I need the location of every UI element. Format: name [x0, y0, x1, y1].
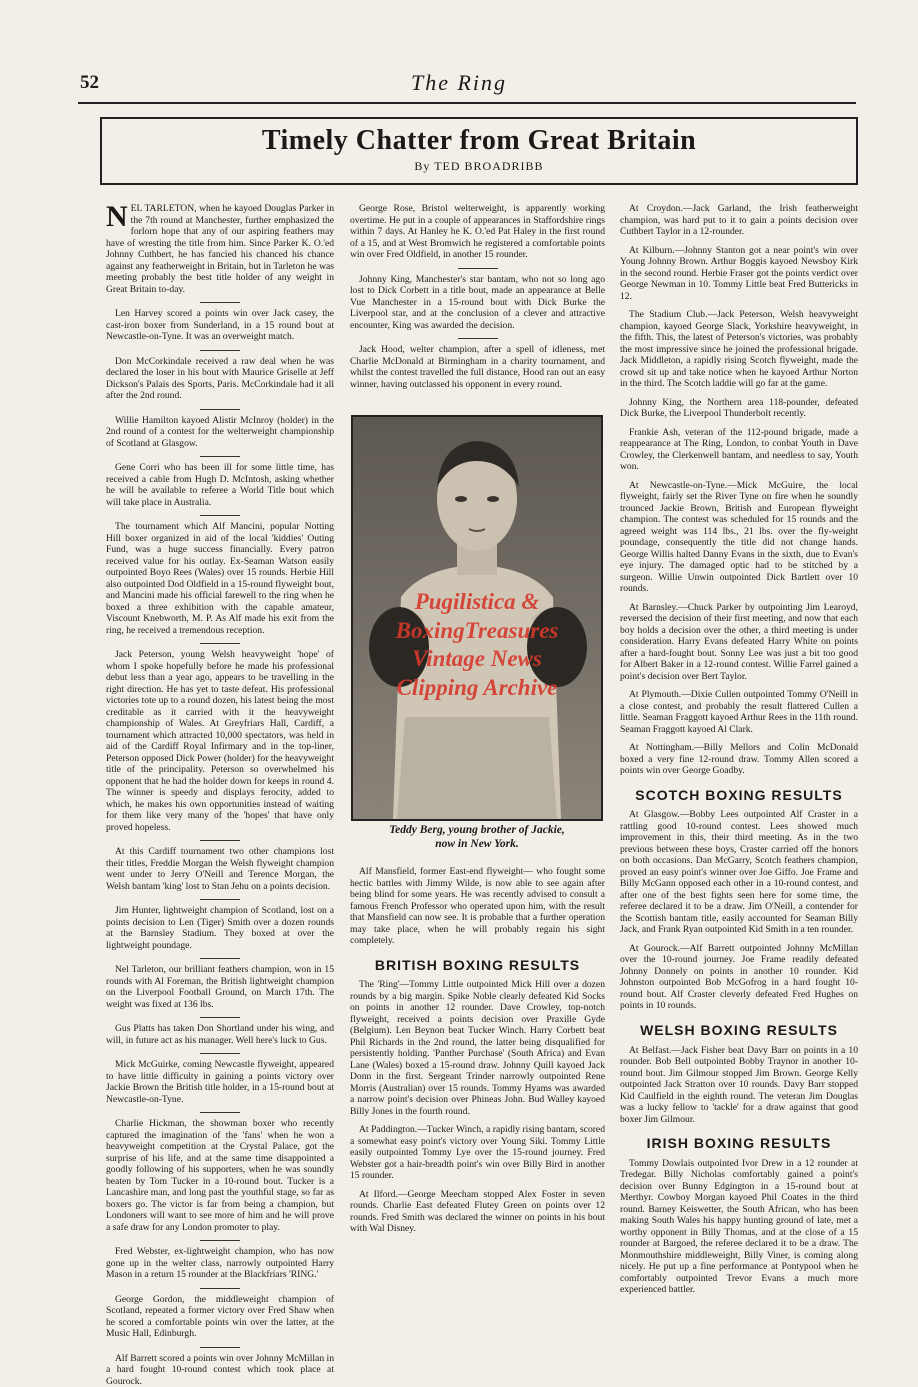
paragraph: George Gordon, the middleweight champion of Scotland, repeated a former victory over Fred Shaw when he scored a comfortable points win over the latter, at the Music Hall, Edinburgh.	[106, 1294, 334, 1340]
paragraph: George Rose, Bristol welterweight, is apparently working overtime. He put in a couple of appearances in Staffordshire rings within 7 days. At Hanley he K. O.'ed Pat Haley in the first round of a 15, and at West Bromwich he registered a comfortable points win over Fred Oldfield, in another 15 rounder.	[350, 203, 605, 261]
separator	[200, 302, 240, 303]
separator	[200, 1347, 240, 1348]
separator	[200, 840, 240, 841]
byline: By TED BROADRIBB	[102, 159, 856, 174]
paragraph: Alf Barrett scored a points win over Johnny McMillan in a hard fought 10-round contest which took place at Gourock.	[106, 1353, 334, 1387]
separator	[200, 643, 240, 644]
paragraph: Frankie Ash, veteran of the 112-pound brigade, made a reappearance at The Ring, London, to conbat Youth in Dave Crowley, the Clerkenwell bantam, and needless to say, Youth won.	[620, 427, 858, 473]
section-heading-irish: IRISH BOXING RESULTS	[620, 1135, 858, 1152]
separator	[200, 1053, 240, 1054]
paragraph: At Croydon.—Jack Garland, the Irish featherweight champion, was hard put to it to gain a points decision over Cuthbert Taylor in a 12-rounder.	[620, 203, 858, 238]
paragraph: Gene Corri who has been ill for some little time, has received a cable from Hugh D. McIntosh, asking whether he will be available to referee a World Title bout which will take place in Australia.	[106, 462, 334, 508]
paragraph: Jim Hunter, lightweight champion of Scotland, lost on a points decision to Len (Tiger) Smith over a dozen rounds at the Barnsley Stadium. They boxed at over the lightweight poundage.	[106, 905, 334, 951]
photo-caption: Teddy Berg, young brother of Jackie, now in New York.	[351, 824, 603, 852]
paragraph: At Kilburn.—Johnny Stanton got a near point's win over Young Johnny Brown. Arthur Boggis kayoed Newsboy Kirk in the second round. Herbie Fraser got the points verdict over George Newman in 10. Tommy Little beat Fred Buttericks in 12.	[620, 245, 858, 303]
paragraph: Tommy Dowlais outpointed Ivor Drew in a 12 rounder at Tredegar. Billy Nicholas comfortably gained a point's decision over Bunny Edgington in a 15-round bout at Merthyr. Cowboy Morgan kayoed Phil Coates in the third round. Barney Keiswetter, the South African, who has been making South Wales his happy hunting ground of late, met a worthy opponent in Billy Thomas, and at the close of a 15 rounder at Bargoed, the referee declared it to be a draw. The Monmouthshire middleweight, Billy Viner, is coming along nicely. He put up a fine performance at Pontypool when he comfortably outpointed Trevor Evans a much more experienced battler.	[620, 1158, 858, 1296]
paragraph: Johnny King, Manchester's star bantam, who not so long ago lost to Dick Corbett in a title bout, made an appearance at Belle Vue Manchester in a 15-round bout with Dick Burke the Liverpool star, and at the conclusion of a clever and attractive encounter, King was awarded the decision.	[350, 274, 605, 332]
paragraph: At Barnsley.—Chuck Parker by outpointing Jim Learoyd, reversed the decision of their first meeting, and now that each boy holds a decision over the other, a third meeting is under consideration. Harry Evans defeated Harry White on points after a hard-fought bout. Sonny Lee was just a bit too good for Albert Baker in a 12-round contest. Willie Farrel gained a point's decision over Bert Taylor.	[620, 602, 858, 683]
paragraph: NEL TARLETON, when he kayoed Douglas Parker in the 7th round at Manchester, further emphasized the forlorn hope that any of our aspiring feathers may have of wresting the title from him. Since Parker K. O.'ed Johnny Cuthbert, he has fancied his chanced his chance against any featherweight in Britain, but in Tarleton he was meeting probably the best title holder of any weight in Great Britain to-day.	[106, 203, 334, 295]
paragraph: Mick McGuirke, coming Newcastle flyweight, appeared to have little difficulty in gaining a points victory over Jackie Brown the British title holder, in a 15-round bout at Newcastle-on-Tyne.	[106, 1059, 334, 1105]
separator	[200, 1288, 240, 1289]
drop-cap: N	[106, 204, 128, 230]
paragraph: The 'Ring'—Tommy Little outpointed Mick Hill over a dozen rounds by a big margin. Spike Noble clearly defeated Kid Socks on points in another 12 rounder. Dave Crowley, top-notch flyweight, received a points decision over Praxille Gyde (Belgium). Len Beynon beat Tucker Winch. Harry Corbett beat Phil Richards in the 2nd round, the latter being disqualified for persistently holding. 'Panther Purchase' (South Africa) and Evan Lane (Wales) boxed a 15-round draw. Johnny Quill kayoed Jack Donn in the first. Sergeant Trinder narrowly outpointed Rene Morris (Australian) over 15 rounds. Tommy Hyams was awarded a narrow point's decision over Phineas John. Bud Walley kayoed Billy Jones in the fourth round.	[350, 979, 605, 1117]
paragraph: Johnny King, the Northern area 118-pounder, defeated Dick Burke, the Liverpool Thunderbolt recently.	[620, 397, 858, 420]
separator	[200, 350, 240, 351]
paragraph: Don McCorkindale received a raw deal when he was declared the loser in his bout with Maurice Griselle at Jeff Dickson's Palais des Sports, Paris. McCorkindale had it all after the 2nd round.	[106, 356, 334, 402]
paragraph: The tournament which Alf Mancini, popular Notting Hill boxer organized in aid of the local 'kiddies' Outing Fund, was a huge success financially. Every patron received value for his outlay. Ex-Seaman Watson easily outpointed Boyo Rees (Wales) over 15 rounds. Herbie Hill also outpointed Dod Oldfield in a 15-round flyweight bout, and Mancini made his official farewell to the ring when he boxed a three exhibition with the capable amateur, Viscount Knebworth, M. P. As Alf made his exit from the ring, he received a tremendous reception.	[106, 521, 334, 636]
paragraph: At Ilford.—George Meecham stopped Alex Foster in seven rounds. Charlie East defeated Flutey Green on points over 12 rounds. Fred Smith was declared the winner on points in his bout with Wal Disney.	[350, 1189, 605, 1235]
paragraph: At Paddington.—Tucker Winch, a rapidly rising bantam, scored a somewhat easy point's victory over Young Siki. Tommy Little easily outpointed Tommy Lye over the 15-round journey. Fred Webster got a hair-breadth point's win over Billy Bird in another 15 rounder.	[350, 1124, 605, 1182]
separator	[200, 1017, 240, 1018]
paragraph: At Glasgow.—Bobby Lees outpointed Alf Craster in a rattling good 10-round contest. Lees showed much improvement in this, their third meeting. As in the two previous between these boys, Craster carried off the honors on both occasions. Dan McGarry, Scotch feathers champion, proved an easy point's winner over Joe Giffo. Joe Frame and Billy McGann opposed each other in a 10-round contest, and after one of the best fights seen here for some time, the referee declared it to be a draw. Jim O'Neill, a contender for the Scottish bantam title, easily accounted for Seaman Billy Jack, and Frank Ryan outpointed Kid Smith in a ten rounder.	[620, 809, 858, 936]
paragraph: At Belfast.—Jack Fisher beat Davy Barr on points in a 10 rounder. Bob Bell outpointed Bobby Traynor in another 10-round bout. Jim Gilmour stopped Jim Brown. George Kelly outpointed Jack Stratton over 10 rounds. Davy Barr stopped Kid Caulfield in the eighth round. The veteran Jim Douglas was a lucky fellow to 'tackle' for a draw against that good boxer Jim Gilmour.	[620, 1045, 858, 1126]
separator	[200, 409, 240, 410]
paragraph: At Newcastle-on-Tyne.—Mick McGuire, the local flyweight, fairly set the River Tyne on fire when he soundly trounced Jackie Brown, British and European flyweight champion. The contest was scheduled for 15 rounds and the agreed weight was 114 lbs., 21 lbs. over the fly-weight poundage, consequently the title did not change hands. George Willis halted Danny Evans in the sixth, due to Evan's eye injury. The damaged optic had to be stitched by a surgeon. Willie Unwin outpointed Dick Bartlett over 10 rounds.	[620, 480, 858, 595]
article-title: Timely Chatter from Great Britain	[102, 125, 856, 157]
section-heading-british: BRITISH BOXING RESULTS	[350, 957, 605, 974]
section-heading-welsh: WELSH BOXING RESULTS	[620, 1022, 858, 1039]
paragraph: Alf Mansfield, former East-end flyweight— who fought some hectic battles with Jimmy Wilde, is now able to see again after being blind for some years. He was recently advised to consult a famous French Professor who operated upon him, with the result that Mansfield can now see. It is probable that a further operation may take place, when he will probably regain his sight completely.	[350, 866, 605, 947]
separator	[200, 515, 240, 516]
paragraph: Fred Webster, ex-lightweight champion, who has now gone up in the welter class, narrowly outpointed Harry Mason in a return 15 rounder at the Blackfriars 'RING.'	[106, 1246, 334, 1281]
paragraph: At Gourock.—Alf Barrett outpointed Johnny McMillan over the 10-round journey. Joe Frame readily defeated Johnny Donnely on points in another 10 rounder. Kid Johnston outpointed Bob McGofrog in a hard fought 10-round bout. Alf Craster cleverly defeated Fred Hughes on points in 10 rounds.	[620, 943, 858, 1012]
separator	[200, 1240, 240, 1241]
column-2-top	[350, 203, 605, 409]
paragraph: Willie Hamilton kayoed Alistir McInroy (holder) in the 2nd round of a contest for the welterweight championship of Scotland at Glasgow.	[106, 415, 334, 450]
paragraph: Jack Peterson, young Welsh heavyweight 'hope' of whom I spoke hopefully before he made his professional debut less than a year ago, appears to be travelling in the right direction. He has yet to taste defeat. His professional victories tote up to a round dozen, his latest being the most creditable as it carried with it the heavyweight championship of Wales. At Greyfriars Hall, Cardiff, a tournament which attracted 10,000 spectators, was held in aid of the Cardiff Royal Infirmary and in the top-liner, Peterson opposed Dick Power (holder) for the heavyweight title of the principality. Peterson so overwhelmed his opponent that he had the holder down for keeps in round 4. The winner is speedy and displays ferocity, added to which, he makes his own opportunities instead of waiting for them like very many of the 'hopes' that have only proved hopeless.	[106, 649, 334, 833]
watermark: Pugilistica & BoxingTreasures Vintage News Clipping Archive	[351, 588, 603, 702]
paragraph: At this Cardiff tournament two other champions lost their titles, Freddie Morgan the Welsh flyweight champion went under to Jerry O'Neill and Terence Morgan, the Welsh bantam 'king' lost to Stan Jehu on a points decision.	[106, 846, 334, 892]
paragraph: Nel Tarleton, our brilliant feathers champion, won in 15 rounds with Al Foreman, the British lightweight champion on the Liverpool Football Ground, on March 17th. The weight was fixed at 136 lbs.	[106, 964, 334, 1010]
separator	[200, 899, 240, 900]
paragraph: The Stadium Club.—Jack Peterson, Welsh heavyweight champion, kayoed George Slack, Yorkshire heavyweight, in the fifth. This, the latest of Peterson's victories, was probably the most impressive since he joined the professional brigade. Jack Middleton, a rapidly rising Scotch flyweight, made the crowd sit up and take notice when he kayoed Arthur Norton in the third. The Scotch laddie will go far at the game.	[620, 309, 858, 390]
column-2-bottom	[350, 866, 605, 1298]
column-1	[106, 203, 334, 1293]
separator	[458, 338, 498, 339]
paragraph: Charlie Hickman, the showman boxer who recently captured the imagination of the 'fans' when he won a heavyweight competition at the Crystal Palace, got the surprise of his life, and at the same time disappointed a goodly following of his supporters, when he was soundly beaten by Tom Tucker in a 10-round bout. Tucker is a Lancashire man, and long past the youthful stage, so far as boxers go. The victor is far from being a champion, but Londoners will want to see more of him and he will prove a safe draw for any London promoter to play.	[106, 1118, 334, 1233]
header-rule	[78, 102, 856, 104]
paragraph: Gus Platts has taken Don Shortland under his wing, and will, in future act as his manager. Well here's luck to Gus.	[106, 1023, 334, 1046]
column-3	[620, 203, 858, 1293]
paragraph: At Nottingham.—Billy Mellors and Colin McDonald boxed a very fine 12-round draw. Tommy Allen scored a points win over George Goadby.	[620, 742, 858, 777]
separator	[458, 268, 498, 269]
separator	[200, 958, 240, 959]
paragraph: Jack Hood, welter champion, after a spell of idleness, met Charlie McDonald at Birmingham in a charity tournament, and whilst the contest travelled the full distance, Hood ran out an easy winner, having outclassed his opponent in every round.	[350, 344, 605, 390]
separator	[200, 1112, 240, 1113]
masthead: The Ring	[0, 70, 918, 96]
title-box	[100, 117, 858, 185]
separator	[200, 456, 240, 457]
section-heading-scotch: SCOTCH BOXING RESULTS	[620, 787, 858, 804]
paragraph: Len Harvey scored a points win over Jack casey, the cast-iron boxer from Sunderland, in a 15 round bout at Newcastle-on-Tyne. It was an overweight match.	[106, 308, 334, 343]
paragraph: At Plymouth.—Dixie Cullen outpointed Tommy O'Neill in a close contest, and probably the result flattered Cullen a little. Seaman Fraggott kayoed Arthur Rees in the 11th round. Seaman Fraggott kayoed Al Clark.	[620, 689, 858, 735]
page-number: 52	[80, 72, 99, 94]
